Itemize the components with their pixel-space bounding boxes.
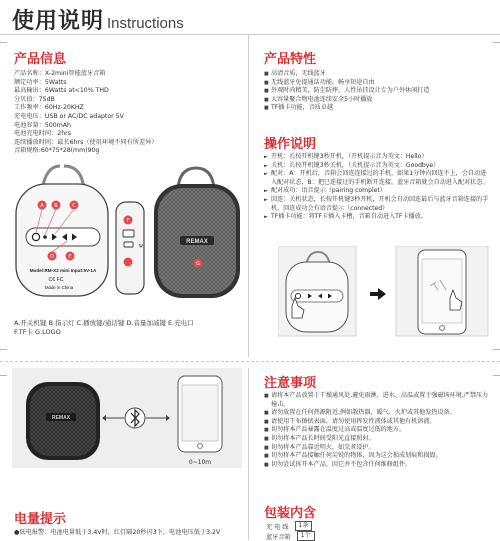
front-logo: REMAX xyxy=(186,239,208,245)
precautions-title: 注意事项 xyxy=(264,376,317,391)
callout-e-label: E xyxy=(68,254,72,260)
speaker-front-view xyxy=(154,168,240,298)
page-title-cn: 使用说明 xyxy=(12,9,105,34)
callout-d-label: D xyxy=(50,254,54,260)
bt-speaker-logo: REMAX xyxy=(51,415,71,421)
operation-item: ► 配对成功：语音提示（pairing complet） xyxy=(264,187,492,196)
package-item xyxy=(266,521,315,531)
spec-list xyxy=(14,70,244,156)
page-title-en: Instructions xyxy=(107,15,184,32)
corner-mark xyxy=(493,42,500,43)
feature-item: ■ 高清音质，无线蓝牙 xyxy=(264,70,492,79)
precaution-item: ■ 切勿将本产品接触任何尖锐的物体，因为这会损成划痕和损毁。 xyxy=(264,452,492,461)
feature-item: ■ 无线蓝牙免提通话功能，畅享短途自由 xyxy=(264,79,492,88)
callout-c-label: C xyxy=(72,203,76,209)
bluetooth-range-label: 0~10m xyxy=(188,459,212,466)
operation-list xyxy=(264,153,492,222)
features-list xyxy=(264,70,492,113)
button-panel xyxy=(291,290,343,302)
bluetooth-range-diagram xyxy=(12,368,242,468)
feature-item: ■ 大容量聚合物电池连续安全5小时播放 xyxy=(264,96,492,105)
package-list xyxy=(266,521,315,541)
back-cert-label: C€ FC xyxy=(48,277,64,283)
column-divider-top xyxy=(248,35,249,357)
operation-item: ► 开机：长按开机键3秒开机，（开机提示音为英文：Hello） xyxy=(264,153,492,162)
usb-symbol-icon: Ψ xyxy=(139,244,143,250)
package-item-qty: 1个 xyxy=(297,531,315,541)
precaution-item: ■ 切勿将本产品长时间受阳光直接照射。 xyxy=(264,435,492,444)
operation-title: 操作说明 xyxy=(264,137,317,152)
precaution-item: ■ 切勿将本产品靠近明火，如烹煮设护。 xyxy=(264,444,492,453)
corner-mark xyxy=(0,349,7,350)
speaker-side-view xyxy=(116,202,144,294)
callout-f-label: F xyxy=(126,218,130,224)
spec-item: 分贝值：75dB xyxy=(14,95,55,103)
feature-item: ■ 外观时尚精美，防尘防摔，人性吊挂设计专为户外休闲打造 xyxy=(264,87,492,96)
back-made-label: Made in China xyxy=(44,285,74,290)
precaution-item: ■ 切勿将本产品暴露在温度过高或温度过低的地方。 xyxy=(264,426,492,435)
product-info-title: 产品信息 xyxy=(14,52,67,67)
corner-mark xyxy=(493,375,500,376)
header-rule xyxy=(0,34,500,35)
usb-port-icon xyxy=(124,242,133,247)
corner-mark xyxy=(0,42,7,43)
precaution-item: ■ 请勿放置在任何热源附近,例如散热器、暖气、火炉或其他发热设备。 xyxy=(264,409,492,418)
spec-item: 额定功率：5Watts xyxy=(14,78,67,86)
operation-item: ► 配对：A：开机后，音箱会回连连接过的手机，如果1分钟内回连不上，会自动进入配对状态，B：把已连接过的手机断开连接，蓝牙音箱就会自动进入配对状态。 xyxy=(264,170,492,187)
operation-item: ► TF插卡功能：将TF卡插入卡槽，音箱自动进入TF卡播放。 xyxy=(264,213,492,222)
page-title xyxy=(12,4,184,35)
arrowhead-right-icon xyxy=(166,415,170,421)
package-item-name: 充 电 线 xyxy=(266,523,289,531)
speaker-back-view xyxy=(16,166,108,296)
legend-line: A.开关机键 B.指示灯 C.播放键/通话键 D.音量加减键 E.充电口 xyxy=(14,319,194,327)
operation-illustration xyxy=(278,246,490,340)
column-divider-bottom xyxy=(248,368,249,540)
precaution-item: ■ 请使用干布擦拭表面，请勿使用挥发性液体或其他有机溶液。 xyxy=(264,418,492,427)
spec-item: 电池充电时间：2hrs xyxy=(14,130,71,138)
spec-item: 工作频率：60Hz-20KHZ xyxy=(14,104,84,112)
indicator-led-icon xyxy=(43,235,47,239)
callout-a-label: A xyxy=(40,203,44,209)
back-model-label: Model:RM-X2 mini Input:5V-1A xyxy=(29,268,97,273)
precautions-list xyxy=(264,392,492,469)
spec-item: 音箱规格:60*75*28(mm)90g xyxy=(14,147,100,155)
feature-item: ■ TF插卡功能，音质卓越 xyxy=(264,104,492,113)
precaution-item: ■ 请将本产品放置于干燥通风处,避免雨淋、进水、高温或置于强磁场环境,严禁压力撞击。 xyxy=(264,392,492,409)
package-title: 包装内含 xyxy=(264,506,317,521)
package-item-name: 蓝牙音箱 xyxy=(266,533,291,541)
arrowhead-left-icon xyxy=(102,415,106,421)
spec-item: 电池容量：500mAh xyxy=(14,121,71,129)
bluetooth-range-panel xyxy=(12,368,242,468)
callout-f2 xyxy=(124,258,133,267)
battery-title: 电量提示 xyxy=(14,512,67,527)
tf-card-slot-icon xyxy=(123,230,134,237)
arrow-right-icon xyxy=(370,288,386,300)
corner-mark xyxy=(493,349,500,350)
product-diagram xyxy=(12,158,244,316)
corner-mark xyxy=(0,375,7,376)
battery-warning: ●低电报警：电池电量低于3.4V时，红灯隔20秒闪3下，电池电压低于3.2V xyxy=(14,529,221,536)
callout-b-label: B xyxy=(54,203,58,209)
spec-item: 充电电压：USB or AC/DC adaptor 5V xyxy=(14,112,124,120)
phone-screen xyxy=(422,259,462,323)
phone-screen xyxy=(182,385,218,441)
operation-item: ► 关机：长按开机键3秒关机，（关机提示音为英文：Goodbye） xyxy=(264,162,492,171)
callout-g-label: G xyxy=(196,261,200,267)
spec-item: 产品名称：X-2mini智能蓝牙音箱 xyxy=(14,70,106,77)
package-item-qty: 1条 xyxy=(295,521,313,531)
legend-line: F.TF卡 G.LOGO xyxy=(14,328,61,336)
spec-item: 最高输出：6Watts at<10% THD xyxy=(14,87,109,95)
spec-item: 连续播放时间：最长6hrs（使用环境不同有所差异） xyxy=(14,138,158,146)
precaution-item: ■ 切勿尝试拆开本产品，因它并不包含任何维修组件。 xyxy=(264,461,492,470)
component-legend xyxy=(14,319,244,337)
fold-line xyxy=(0,361,500,362)
operation-item: ► 回连：关机状态，长按开机键3秒开机，开机会自动回连最后与蓝牙音箱连接的手机，回连成功会有语音提示（connected） xyxy=(264,196,492,213)
features-title: 产品特性 xyxy=(264,52,317,67)
